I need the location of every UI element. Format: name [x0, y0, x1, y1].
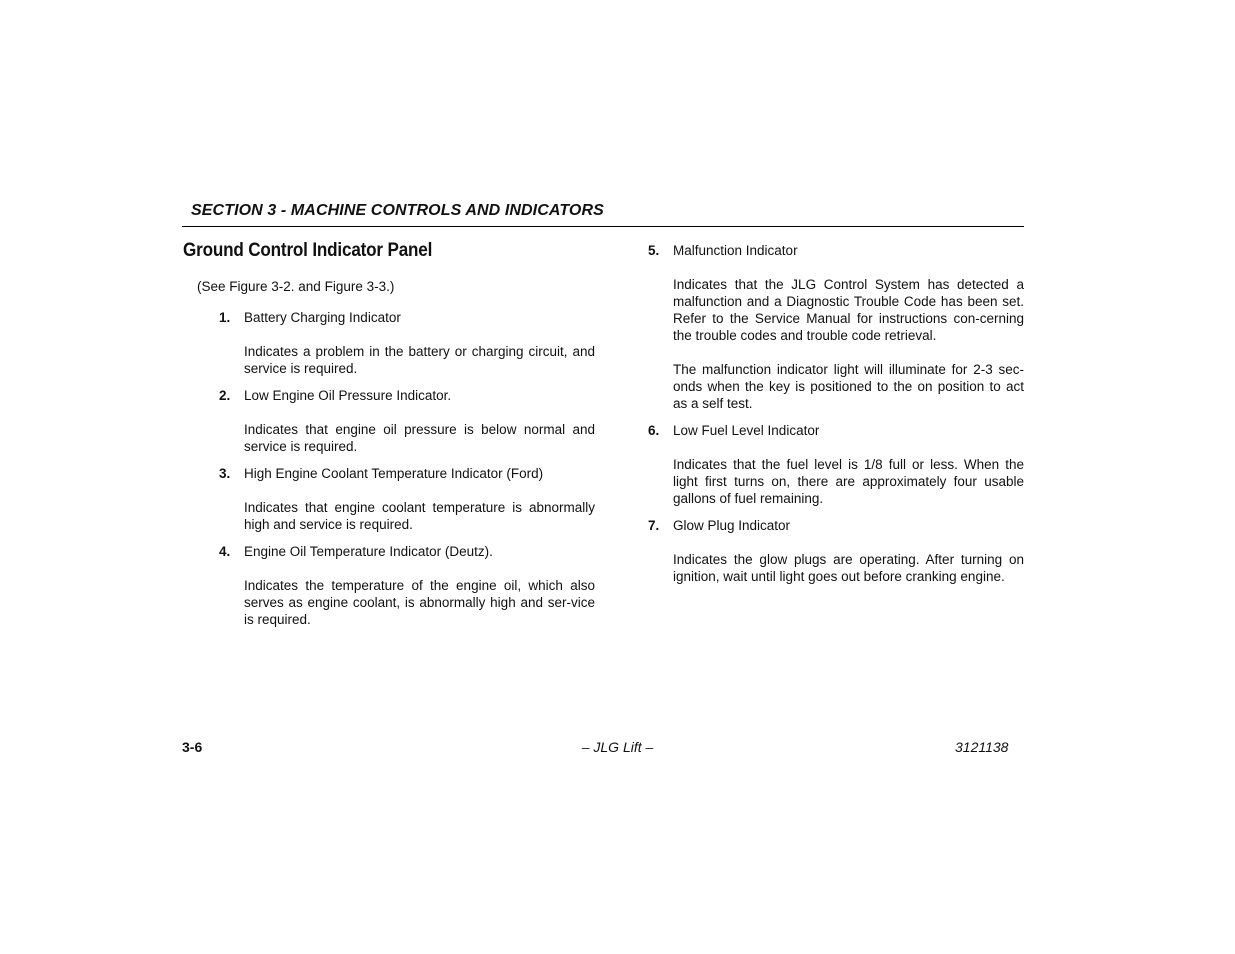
panel-intro: (See Figure 3-2. and Figure 3-3.): [197, 279, 395, 294]
list-item-3: [182, 465, 595, 533]
item-description: Indicates the glow plugs are operating. After turning on ignition, wait until light goes out before cranking engine.: [673, 552, 1024, 584]
item-description: Indicates that engine oil pressure is below normal and service is required.: [244, 422, 595, 454]
document-number: 3121138: [955, 739, 1009, 755]
item-number: 3.: [219, 466, 231, 481]
item-title: Engine Oil Temperature Indicator (Deutz).: [244, 544, 493, 559]
list-item-5: [611, 242, 1024, 412]
item-title: Malfunction Indicator: [673, 243, 798, 258]
list-item-4: [182, 543, 595, 628]
item-number: 6.: [648, 423, 660, 438]
item-title: Glow Plug Indicator: [673, 518, 791, 533]
item-title: Battery Charging Indicator: [244, 310, 401, 325]
header-rule: [182, 226, 1024, 227]
right-column: [611, 242, 1024, 595]
list-item-6: [611, 422, 1024, 507]
item-description: Indicates a problem in the battery or charging circuit, and service is required.: [244, 344, 595, 376]
list-item-1: [182, 309, 595, 377]
page-number: 3-6: [182, 739, 203, 755]
item-description: Indicates that the JLG Control System has detected a malfunction and a Diagnostic Trouble Code has been set. Refer to the Service Manual for instructions con-cerning the trouble codes and trouble code retrieval.: [673, 277, 1024, 343]
footer-publisher: – JLG Lift –: [581, 739, 654, 755]
item-description: Indicates the temperature of the engine oil, which also serves as engine coolant, is abnormally high and ser-vice is required.: [244, 578, 595, 627]
item-number: 7.: [648, 518, 660, 533]
item-number: 5.: [648, 243, 660, 258]
item-description: Indicates that the fuel level is 1/8 full or less. When the light first turns on, there are approximately four usable gallons of fuel remaining.: [673, 457, 1024, 506]
item-description: Indicates that engine coolant temperature is abnormally high and service is required.: [244, 500, 595, 532]
section-header: SECTION 3 - MACHINE CONTROLS AND INDICATORS: [191, 202, 604, 219]
list-item-2: [182, 387, 595, 455]
item-number: 4.: [219, 544, 231, 559]
item-number: 2.: [219, 388, 231, 403]
left-column: [182, 309, 595, 638]
panel-title: Ground Control Indicator Panel: [183, 240, 433, 261]
item-description: The malfunction indicator light will illuminate for 2-3 sec-onds when the key is positioned to the on position to act as a self test.: [673, 362, 1024, 411]
item-title: Low Fuel Level Indicator: [673, 423, 820, 438]
item-title: High Engine Coolant Temperature Indicator (Ford): [244, 466, 544, 481]
list-item-7: [611, 517, 1024, 585]
item-title: Low Engine Oil Pressure Indicator.: [244, 388, 452, 403]
item-number: 1.: [219, 310, 231, 325]
